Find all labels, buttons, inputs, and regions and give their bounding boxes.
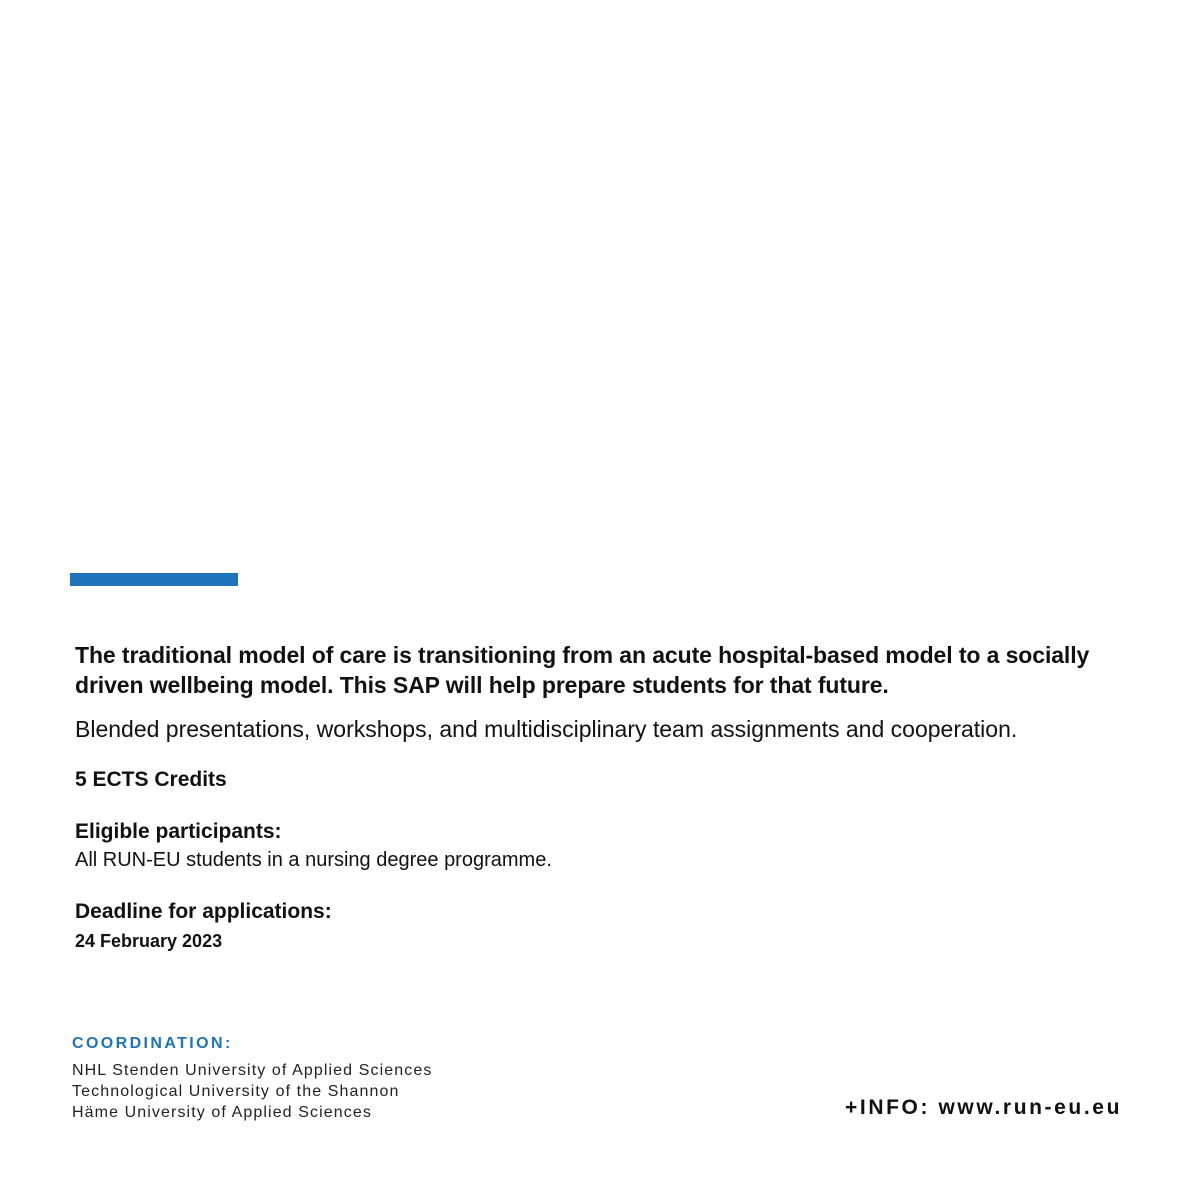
info-link[interactable]: +INFO: www.run-eu.eu xyxy=(845,1096,1122,1119)
coordination-item: NHL Stenden University of Applied Sciences xyxy=(72,1062,433,1079)
coordination-section xyxy=(72,1034,432,1123)
main-content xyxy=(75,640,1135,954)
eligibility-value: All RUN-EU students in a nursing degree programme. xyxy=(75,849,552,871)
eligibility-label: Eligible participants: xyxy=(75,820,282,843)
lead-paragraph: The traditional model of care is transitioning from an acute hospital-based model to a socially driven wellbeing model. This SAP will help prepare students for that future. xyxy=(75,642,1090,698)
deadline-value: 24 February 2023 xyxy=(75,931,223,951)
deadline-block xyxy=(75,898,1135,954)
deadline-label: Deadline for applications: xyxy=(75,900,332,923)
coordination-title: COORDINATION: xyxy=(72,1035,233,1052)
coordination-item: Häme University of Applied Sciences xyxy=(72,1104,372,1121)
credits-text: 5 ECTS Credits xyxy=(75,768,227,791)
eligibility-block xyxy=(75,818,1135,874)
method-paragraph: Blended presentations, workshops, and multidisciplinary team assignments and cooperation. xyxy=(75,716,1018,742)
coordination-list xyxy=(72,1060,432,1123)
coordination-item: Technological University of the Shannon xyxy=(72,1083,400,1100)
accent-bar xyxy=(70,573,238,586)
